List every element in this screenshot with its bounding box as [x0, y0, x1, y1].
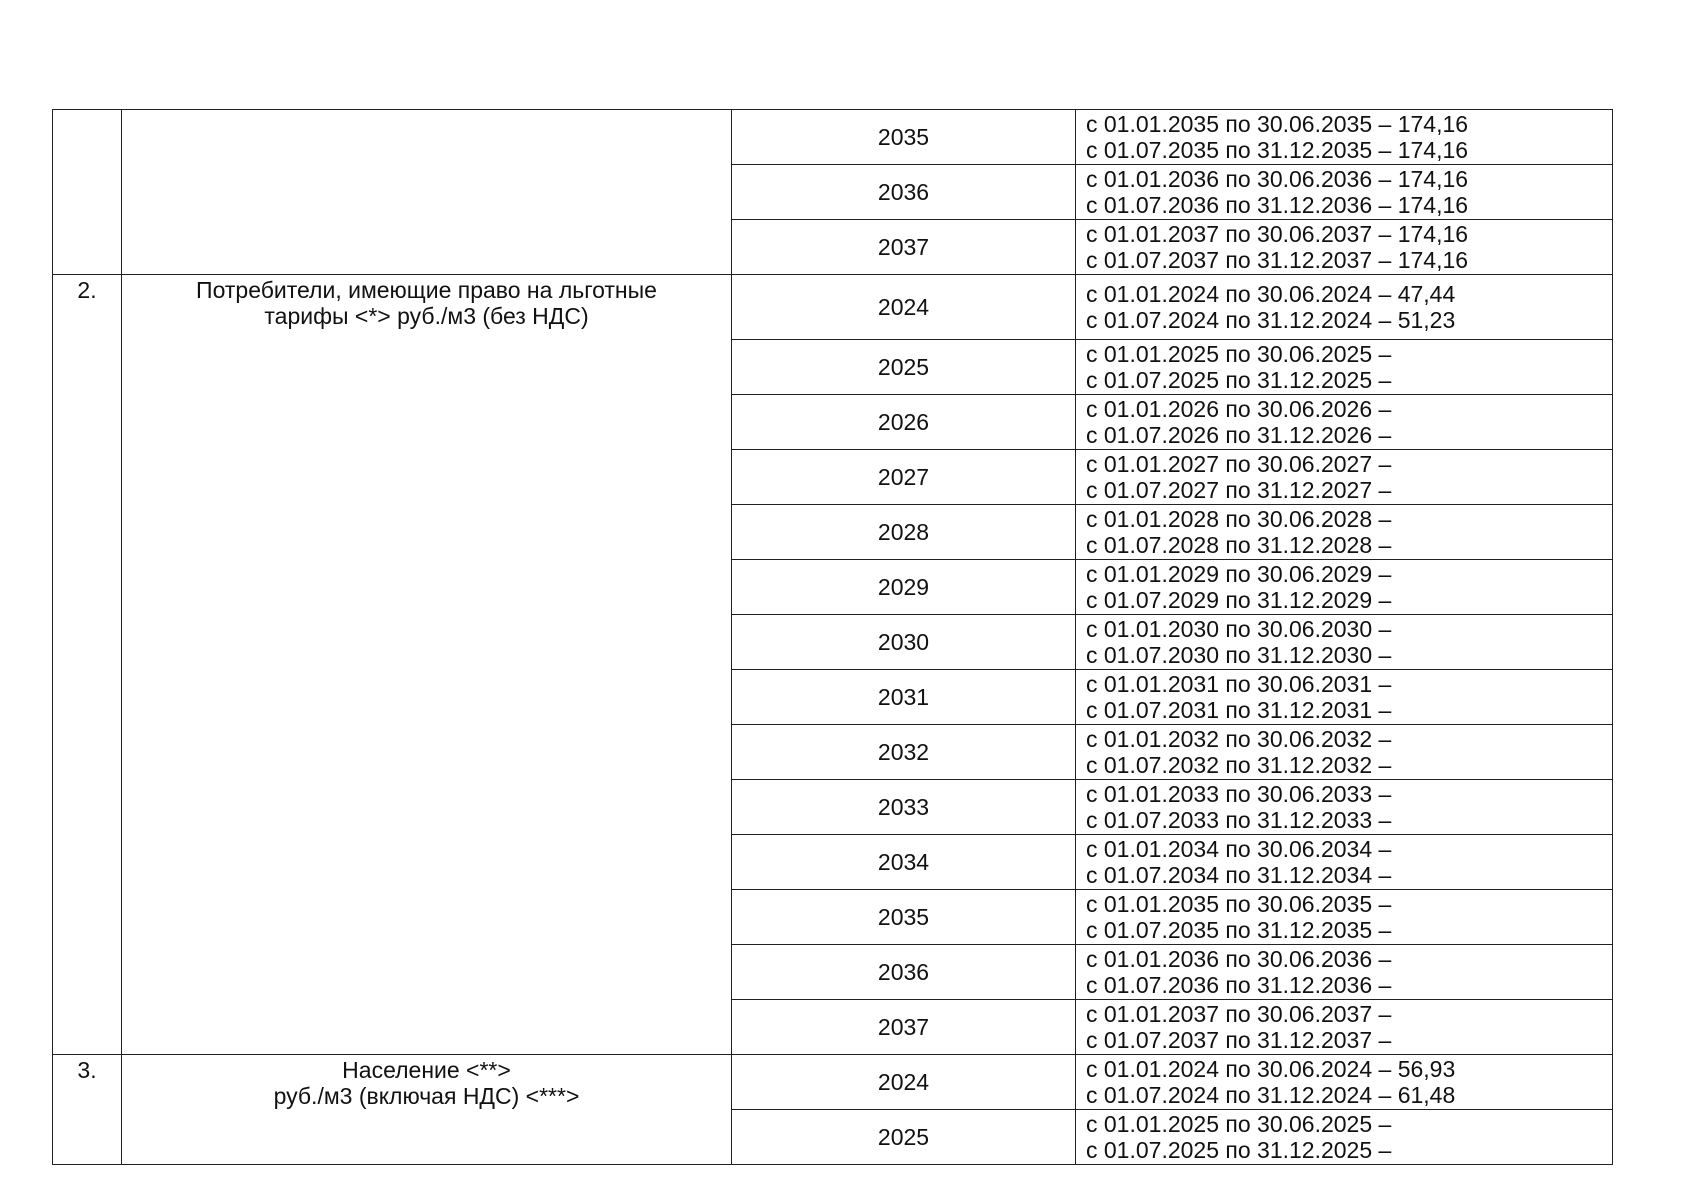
year-text: 2030 [877, 629, 930, 655]
tariff-periods-cell [1076, 725, 1613, 780]
row-number-cell [53, 1055, 122, 1165]
tariff-periods-cell [1076, 945, 1613, 1000]
year-text: 2036 [877, 959, 930, 985]
tariff-period-text: с 01.01.2033 по 30.06.2033 – [1086, 781, 1392, 807]
tariff-periods-cell [1076, 220, 1613, 275]
tariff-period-text: с 01.01.2025 по 30.06.2025 – [1086, 341, 1392, 367]
tariff-period-text: с 01.07.2035 по 31.12.2035 – [1086, 917, 1392, 943]
consumer-category-text: тарифы <*> руб./м3 (без НДС) [264, 303, 589, 329]
tariff-period-text: с 01.07.2025 по 31.12.2025 – [1086, 367, 1392, 393]
tariff-table [52, 109, 1613, 1165]
year-cell [732, 110, 1076, 165]
year-cell [732, 945, 1076, 1000]
year-cell [732, 395, 1076, 450]
consumer-category-cell [122, 275, 732, 1055]
tariff-period-text: с 01.01.2037 по 30.06.2037 – 174,16 [1086, 221, 1469, 247]
row-number-cell [53, 275, 122, 1055]
year-cell [732, 275, 1076, 340]
tariff-period-text: с 01.07.2036 по 31.12.2036 – [1086, 972, 1392, 998]
year-text: 2024 [877, 1069, 930, 1095]
tariff-period-text: с 01.07.2025 по 31.12.2025 – [1086, 1137, 1392, 1163]
year-cell [732, 615, 1076, 670]
tariff-periods-cell [1076, 1000, 1613, 1055]
year-text: 2035 [877, 124, 930, 150]
tariff-period-text: с 01.01.2036 по 30.06.2036 – [1086, 946, 1392, 972]
tariff-period-text: с 01.07.2037 по 31.12.2037 – [1086, 1027, 1392, 1053]
tariff-period-text: с 01.07.2026 по 31.12.2026 – [1086, 422, 1392, 448]
year-cell [732, 505, 1076, 560]
year-text: 2027 [877, 464, 930, 490]
tariff-period-text: с 01.07.2028 по 31.12.2028 – [1086, 532, 1392, 558]
tariff-period-text: с 01.07.2024 по 31.12.2024 – 51,23 [1086, 307, 1456, 333]
consumer-category-text: руб./м3 (включая НДС) <***> [273, 1083, 580, 1109]
consumer-category-cell [122, 110, 732, 275]
tariff-periods-cell [1076, 395, 1613, 450]
year-cell [732, 725, 1076, 780]
tariff-period-text: с 01.01.2035 по 30.06.2035 – [1086, 891, 1392, 917]
year-text: 2029 [877, 574, 930, 600]
year-text: 2037 [877, 234, 930, 260]
year-text: 2028 [877, 519, 930, 545]
tariff-period-text: с 01.07.2035 по 31.12.2035 – 174,16 [1086, 137, 1469, 163]
year-cell [732, 220, 1076, 275]
tariff-period-text: с 01.01.2034 по 30.06.2034 – [1086, 836, 1392, 862]
tariff-period-text: с 01.07.2034 по 31.12.2034 – [1086, 862, 1392, 888]
tariff-period-text: с 01.01.2026 по 30.06.2026 – [1086, 396, 1392, 422]
year-text: 2037 [877, 1014, 930, 1040]
tariff-period-text: с 01.07.2036 по 31.12.2036 – 174,16 [1086, 192, 1469, 218]
tariff-period-text: с 01.07.2037 по 31.12.2037 – 174,16 [1086, 247, 1469, 273]
tariff-periods-cell [1076, 1055, 1613, 1110]
tariff-period-text: с 01.07.2024 по 31.12.2024 – 61,48 [1086, 1082, 1456, 1108]
tariff-period-text: с 01.07.2030 по 31.12.2030 – [1086, 642, 1392, 668]
row-number: 3. [77, 1057, 97, 1083]
year-text: 2035 [877, 904, 930, 930]
year-text: 2025 [877, 354, 930, 380]
table-row [53, 1055, 1613, 1110]
tariff-period-text: с 01.07.2029 по 31.12.2029 – [1086, 587, 1392, 613]
year-cell [732, 890, 1076, 945]
tariff-periods-cell [1076, 340, 1613, 395]
year-cell [732, 165, 1076, 220]
tariff-period-text: с 01.07.2032 по 31.12.2032 – [1086, 752, 1392, 778]
consumer-category-cell [122, 1055, 732, 1165]
year-text: 2031 [877, 684, 930, 710]
year-text: 2033 [877, 794, 930, 820]
year-text: 2032 [877, 739, 930, 765]
year-cell [732, 780, 1076, 835]
tariff-periods-cell [1076, 780, 1613, 835]
tariff-periods-cell [1076, 670, 1613, 725]
tariff-period-text: с 01.07.2031 по 31.12.2031 – [1086, 697, 1392, 723]
row-number-cell [53, 110, 122, 275]
tariff-periods-cell [1076, 615, 1613, 670]
year-text: 2034 [877, 849, 930, 875]
tariff-periods-cell [1076, 835, 1613, 890]
tariff-period-text: с 01.07.2033 по 31.12.2033 – [1086, 807, 1392, 833]
tariff-period-text: с 01.01.2025 по 30.06.2025 – [1086, 1111, 1392, 1137]
tariff-periods-cell [1076, 110, 1613, 165]
year-text: 2036 [877, 179, 930, 205]
tariff-periods-cell [1076, 165, 1613, 220]
year-cell [732, 560, 1076, 615]
tariff-period-text: с 01.01.2027 по 30.06.2027 – [1086, 451, 1392, 477]
tariff-period-text: с 01.01.2029 по 30.06.2029 – [1086, 561, 1392, 587]
tariff-periods-cell [1076, 275, 1613, 340]
year-cell [732, 1055, 1076, 1110]
tariff-period-text: с 01.01.2035 по 30.06.2035 – 174,16 [1086, 111, 1469, 137]
year-cell [732, 450, 1076, 505]
tariff-periods-cell [1076, 450, 1613, 505]
consumer-category-text: Население <**> [342, 1057, 511, 1083]
tariff-table-body [53, 110, 1613, 1165]
row-number: 2. [77, 277, 97, 303]
tariff-period-text: с 01.01.2024 по 30.06.2024 – 56,93 [1086, 1056, 1456, 1082]
tariff-period-text: с 01.01.2037 по 30.06.2037 – [1086, 1001, 1392, 1027]
consumer-category-text: Потребители, имеющие право на льготные [196, 277, 657, 303]
year-text: 2025 [877, 1124, 930, 1150]
tariff-period-text: с 01.01.2032 по 30.06.2032 – [1086, 726, 1392, 752]
tariff-period-text: с 01.07.2027 по 31.12.2027 – [1086, 477, 1392, 503]
tariff-periods-cell [1076, 890, 1613, 945]
table-row [53, 110, 1613, 165]
tariff-periods-cell [1076, 505, 1613, 560]
table-row [53, 275, 1613, 340]
year-cell [732, 340, 1076, 395]
tariff-period-text: с 01.01.2031 по 30.06.2031 – [1086, 671, 1392, 697]
year-text: 2024 [877, 294, 930, 320]
year-cell [732, 670, 1076, 725]
tariff-period-text: с 01.01.2024 по 30.06.2024 – 47,44 [1086, 281, 1456, 307]
tariff-period-text: с 01.01.2028 по 30.06.2028 – [1086, 506, 1392, 532]
year-cell [732, 1110, 1076, 1165]
year-text: 2026 [877, 409, 930, 435]
consumer-category-text [128, 112, 725, 138]
year-cell [732, 835, 1076, 890]
year-cell [732, 1000, 1076, 1055]
tariff-periods-cell [1076, 1110, 1613, 1165]
tariff-periods-cell [1076, 560, 1613, 615]
tariff-period-text: с 01.01.2036 по 30.06.2036 – 174,16 [1086, 166, 1469, 192]
tariff-period-text: с 01.01.2030 по 30.06.2030 – [1086, 616, 1392, 642]
